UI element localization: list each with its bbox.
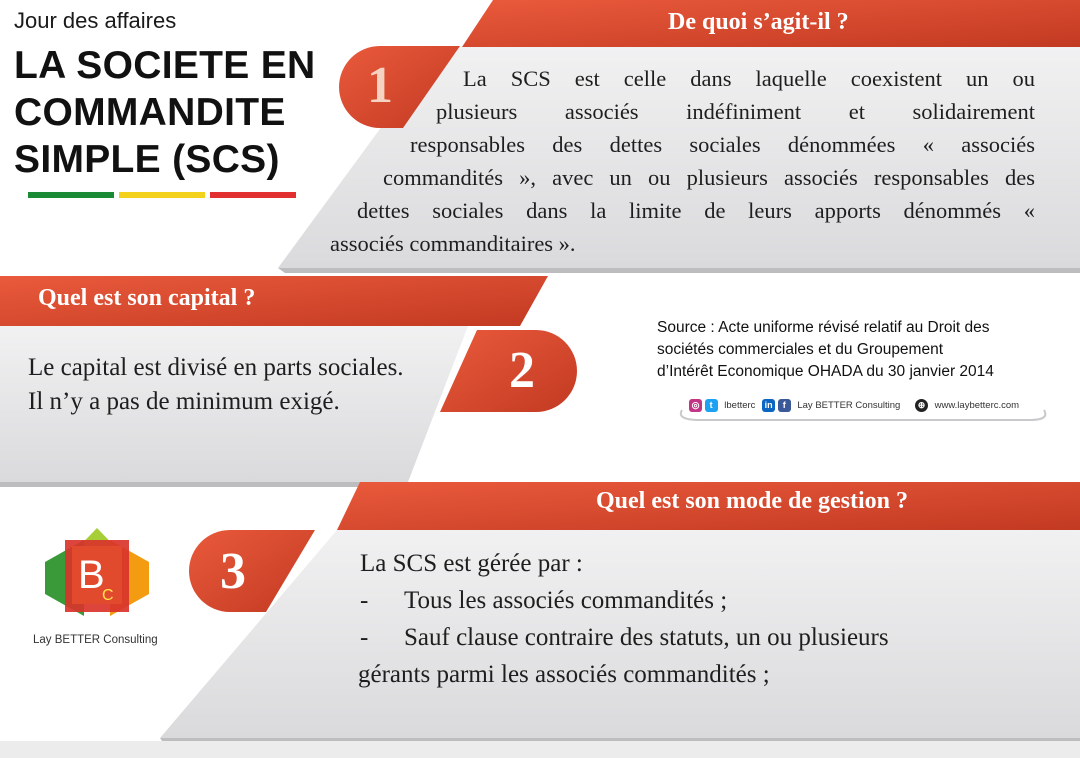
- section1-line: responsables des dettes sociales dénommées « associés: [410, 132, 1035, 157]
- section2-heading: Quel est son capital ?: [38, 285, 256, 311]
- section3-bullet: -: [360, 624, 369, 651]
- section1-number: 1: [367, 57, 393, 114]
- section2-body: [28, 351, 404, 419]
- section1-line: associés commanditaires ».: [330, 231, 576, 256]
- flag-stripe-red: [210, 192, 296, 198]
- section1-line: dettes sociales dans la limite de leurs apports dénommés «: [357, 198, 1035, 223]
- twitter-icon[interactable]: t: [705, 399, 718, 412]
- social-handle[interactable]: lbetterc: [724, 400, 756, 412]
- section3-number: 3: [220, 543, 246, 600]
- social-company[interactable]: Lay BETTER Consulting: [797, 400, 901, 412]
- svg-text:B: B: [78, 553, 105, 597]
- section2-number: 2: [509, 342, 535, 399]
- instagram-icon[interactable]: ◎: [689, 399, 702, 412]
- section1-line: plusieurs associés indéfiniment et solidairement: [436, 99, 1035, 124]
- title-line: SIMPLE (SCS): [14, 138, 280, 181]
- facebook-icon[interactable]: f: [778, 399, 791, 412]
- section2-shadow: [0, 482, 408, 487]
- bottom-strip: [0, 741, 1080, 758]
- website-link[interactable]: www.laybetterc.com: [934, 400, 1020, 412]
- section2-line: Il n’y a pas de minimum exigé.: [28, 388, 340, 415]
- section1-line: commandités », avec un ou plusieurs associés responsables des: [383, 165, 1035, 190]
- linkedin-icon[interactable]: in: [762, 399, 775, 412]
- globe-icon: ⊕: [915, 399, 928, 412]
- section1-line: La SCS est celle dans laquelle coexistent un ou: [463, 66, 1035, 91]
- section3-intro: La SCS est gérée par :: [360, 550, 583, 577]
- section3-heading: Quel est son mode de gestion ?: [596, 488, 908, 514]
- source-citation: [657, 317, 994, 383]
- source-line: sociétés commerciales et du Groupement: [657, 341, 944, 358]
- title-line: COMMANDITE: [14, 91, 286, 134]
- section1-shadow: [278, 268, 1080, 273]
- source-line: d’Intérêt Economique OHADA du 30 janvier 2014: [657, 363, 994, 380]
- kicker: Jour des affaires: [14, 8, 177, 33]
- section3-item: Tous les associés commandités ;: [404, 587, 728, 614]
- svg-text:C: C: [102, 587, 114, 604]
- lbc-logo-mark: [45, 528, 149, 616]
- logo-caption: Lay BETTER Consulting: [33, 634, 158, 646]
- section3-item: Sauf clause contraire des statuts, un ou plusieurs: [404, 624, 889, 651]
- source-line: Source : Acte uniforme révisé relatif au Droit des: [657, 319, 990, 336]
- title-line: LA SOCIETE EN: [14, 44, 316, 87]
- flag-stripe-yellow: [119, 192, 205, 198]
- section2-line: Le capital est divisé en parts sociales.: [28, 354, 404, 381]
- section1-heading: De quoi s’agit-il ?: [668, 9, 849, 35]
- section3-continuation: gérants parmi les associés commandités ;: [358, 661, 770, 688]
- social-links: [689, 399, 1019, 412]
- flag-stripe-green: [28, 192, 114, 198]
- page-title: [14, 42, 315, 183]
- section3-bullet: -: [360, 587, 369, 614]
